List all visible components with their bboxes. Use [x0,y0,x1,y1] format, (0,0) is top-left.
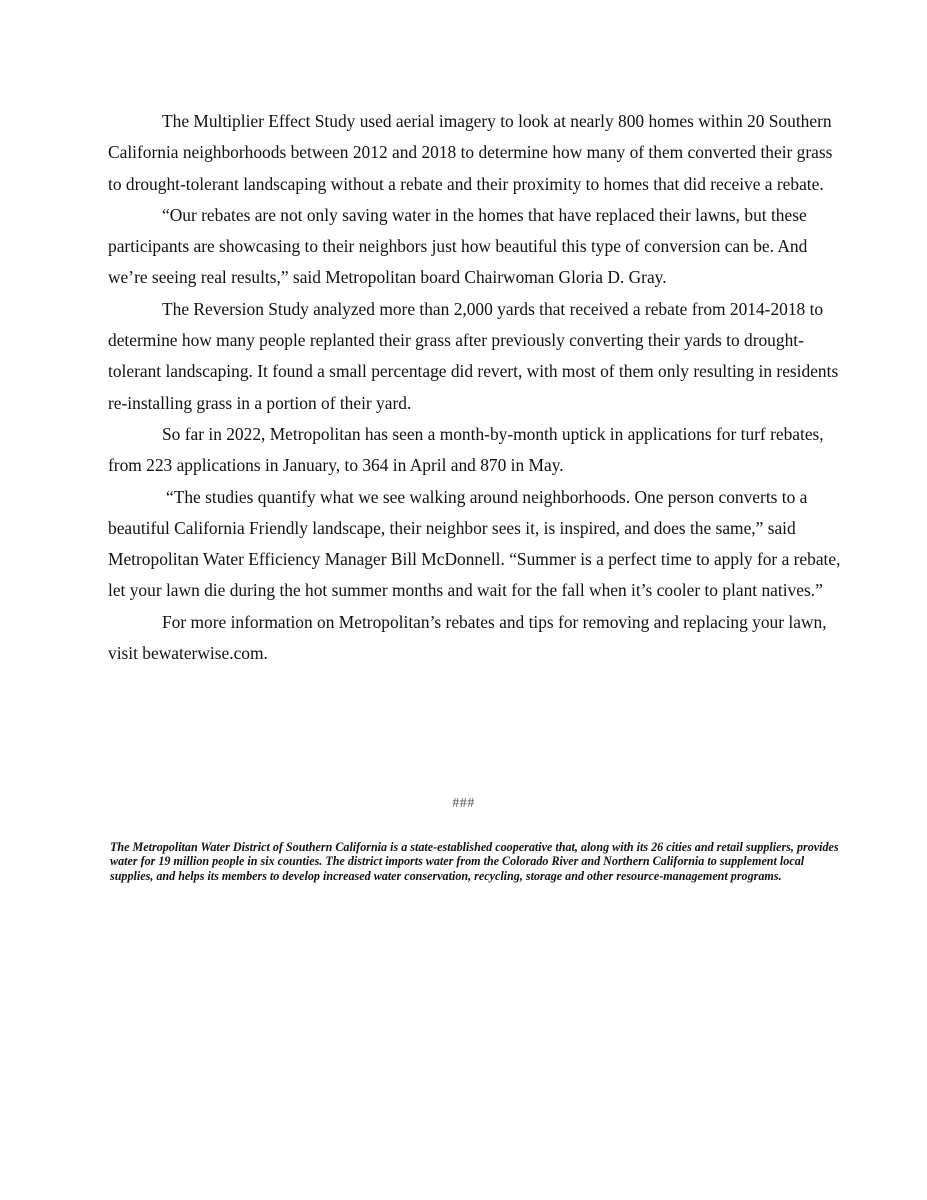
organization-boilerplate: The Metropolitan Water District of Southern California is a state-established cooperative that, along with its 26 cities and retail suppliers, provides water for 19 million people in six counties. The district imports water from the Colorado River and Northern California to supplement local supplies, and helps its members to develop increased water conservation, recycling, storage and other resource-management programs. [110,840,839,883]
paragraph-multiplier-study: The Multiplier Effect Study used aerial imagery to look at nearly 800 homes within 20 Southern California neighborhoods between 2012 and 2018 to determine how many of them converted their grass to drought-tolerant landscaping without a rebate and their proximity to homes that did receive a rebate. [108,111,833,194]
paragraph-more-information: For more information on Metropolitan’s rebates and tips for removing and replacing your lawn, visit bewaterwise.com. [108,611,827,664]
press-release-body [108,106,842,669]
end-of-release-marker: ### [452,796,475,811]
paragraph-manager-quote: “The studies quantify what we see walking around neighborhoods. One person converts to a beautiful California Friendly landscape, their neighbor sees it, is inspired, and does the same,” said Metropolitan Water Efficiency Manager Bill McDonnell. “Summer is a perfect time to apply for a rebate, let your lawn die during the hot summer months and wait for the fall when it’s cooler to plant natives.” [108,486,841,601]
paragraph-chairwoman-quote: “Our rebates are not only saving water in the homes that have replaced their lawns, but these participants are showcasing to their neighbors just how beautiful this type of conversion can be. And we’re seeing real results,” said Metropolitan board Chairwoman Gloria D. Gray. [108,204,808,288]
paragraph-reversion-study: The Reversion Study analyzed more than 2,000 yards that received a rebate from 2014-2018 to determine how many people replanted their grass after previously converting their yards to drought-tolerant landscaping. It found a small percentage did revert, with most of them only resulting in residents re-installing grass in a portion of their yard. [108,298,839,413]
paragraph-application-counts: So far in 2022, Metropolitan has seen a month-by-month uptick in applications for turf rebates, from 223 applications in January, to 364 in April and 870 in May. [108,423,824,476]
